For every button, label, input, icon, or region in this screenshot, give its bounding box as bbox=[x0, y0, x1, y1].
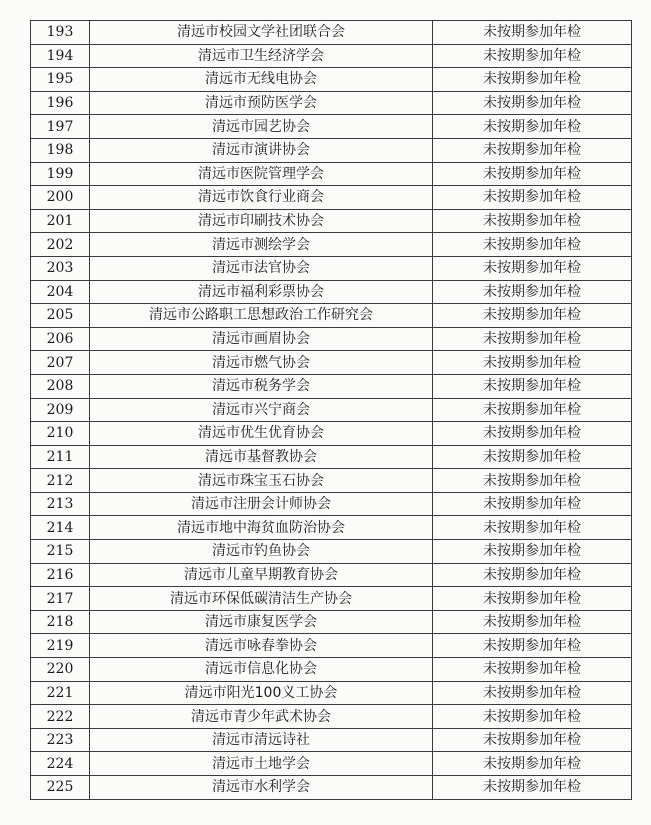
inspection-status-cell: 未按期参加年检 bbox=[433, 728, 632, 752]
row-number-cell: 199 bbox=[31, 162, 90, 186]
row-number-cell: 218 bbox=[31, 610, 90, 634]
inspection-status-cell: 未按期参加年检 bbox=[433, 327, 632, 351]
row-number-cell: 203 bbox=[31, 256, 90, 280]
table-row bbox=[31, 209, 632, 233]
inspection-status-cell: 未按期参加年检 bbox=[433, 91, 632, 115]
organization-name-cell: 清远市兴宁商会 bbox=[90, 398, 433, 422]
organization-name-cell: 清远市水利学会 bbox=[90, 776, 433, 800]
table-body bbox=[31, 21, 632, 800]
row-number-cell: 205 bbox=[31, 304, 90, 328]
table-row bbox=[31, 752, 632, 776]
organization-name-cell: 清远市环保低碳清洁生产协会 bbox=[90, 587, 433, 611]
organization-name-cell: 清远市珠宝玉石协会 bbox=[90, 469, 433, 493]
row-number-cell: 198 bbox=[31, 138, 90, 162]
table-row bbox=[31, 398, 632, 422]
table-row bbox=[31, 445, 632, 469]
organization-name-cell: 清远市卫生经济学会 bbox=[90, 44, 433, 68]
row-number-cell: 201 bbox=[31, 209, 90, 233]
row-number-cell: 207 bbox=[31, 351, 90, 375]
table-row bbox=[31, 44, 632, 68]
row-number-cell: 193 bbox=[31, 21, 90, 45]
inspection-status-cell: 未按期参加年检 bbox=[433, 351, 632, 375]
inspection-status-cell: 未按期参加年检 bbox=[433, 658, 632, 682]
inspection-status-cell: 未按期参加年检 bbox=[433, 44, 632, 68]
table-row bbox=[31, 280, 632, 304]
row-number-cell: 197 bbox=[31, 115, 90, 139]
organization-name-cell: 清远市测绘学会 bbox=[90, 233, 433, 257]
table-row bbox=[31, 658, 632, 682]
row-number-cell: 219 bbox=[31, 634, 90, 658]
row-number-cell: 208 bbox=[31, 374, 90, 398]
row-number-cell: 223 bbox=[31, 728, 90, 752]
inspection-status-cell: 未按期参加年检 bbox=[433, 681, 632, 705]
row-number-cell: 222 bbox=[31, 705, 90, 729]
inspection-status-cell: 未按期参加年检 bbox=[433, 563, 632, 587]
organization-name-cell: 清远市演讲协会 bbox=[90, 138, 433, 162]
table-row bbox=[31, 469, 632, 493]
inspection-status-cell: 未按期参加年检 bbox=[433, 209, 632, 233]
row-number-cell: 224 bbox=[31, 752, 90, 776]
inspection-status-cell: 未按期参加年检 bbox=[433, 162, 632, 186]
table-row bbox=[31, 540, 632, 564]
row-number-cell: 195 bbox=[31, 68, 90, 92]
inspection-status-cell: 未按期参加年检 bbox=[433, 752, 632, 776]
row-number-cell: 225 bbox=[31, 776, 90, 800]
row-number-cell: 211 bbox=[31, 445, 90, 469]
row-number-cell: 194 bbox=[31, 44, 90, 68]
table-row bbox=[31, 563, 632, 587]
table-row bbox=[31, 68, 632, 92]
organization-name-cell: 清远市清远诗社 bbox=[90, 728, 433, 752]
inspection-status-cell: 未按期参加年检 bbox=[433, 422, 632, 446]
row-number-cell: 196 bbox=[31, 91, 90, 115]
inspection-status-cell: 未按期参加年检 bbox=[433, 280, 632, 304]
table-row bbox=[31, 115, 632, 139]
table-row bbox=[31, 374, 632, 398]
table-row bbox=[31, 256, 632, 280]
inspection-status-cell: 未按期参加年检 bbox=[433, 469, 632, 493]
inspection-status-cell: 未按期参加年检 bbox=[433, 492, 632, 516]
inspection-status-cell: 未按期参加年检 bbox=[433, 445, 632, 469]
table-row bbox=[31, 138, 632, 162]
organization-name-cell: 清远市优生优育协会 bbox=[90, 422, 433, 446]
table-row bbox=[31, 516, 632, 540]
table-row bbox=[31, 91, 632, 115]
row-number-cell: 209 bbox=[31, 398, 90, 422]
organization-name-cell: 清远市信息化协会 bbox=[90, 658, 433, 682]
table-row bbox=[31, 705, 632, 729]
organization-name-cell: 清远市阳光100义工协会 bbox=[90, 681, 433, 705]
organization-name-cell: 清远市画眉协会 bbox=[90, 327, 433, 351]
row-number-cell: 220 bbox=[31, 658, 90, 682]
organization-name-cell: 清远市土地学会 bbox=[90, 752, 433, 776]
organization-name-cell: 清远市税务学会 bbox=[90, 374, 433, 398]
organization-name-cell: 清远市无线电协会 bbox=[90, 68, 433, 92]
inspection-status-cell: 未按期参加年检 bbox=[433, 516, 632, 540]
organization-table bbox=[30, 20, 632, 800]
inspection-status-cell: 未按期参加年检 bbox=[433, 398, 632, 422]
inspection-status-cell: 未按期参加年检 bbox=[433, 540, 632, 564]
table-row bbox=[31, 304, 632, 328]
table-row bbox=[31, 233, 632, 257]
organization-name-cell: 清远市燃气协会 bbox=[90, 351, 433, 375]
organization-name-cell: 清远市青少年武术协会 bbox=[90, 705, 433, 729]
organization-name-cell: 清远市医院管理学会 bbox=[90, 162, 433, 186]
table-row bbox=[31, 21, 632, 45]
inspection-status-cell: 未按期参加年检 bbox=[433, 705, 632, 729]
table-row bbox=[31, 681, 632, 705]
table-row bbox=[31, 327, 632, 351]
row-number-cell: 202 bbox=[31, 233, 90, 257]
inspection-status-cell: 未按期参加年检 bbox=[433, 21, 632, 45]
organization-name-cell: 清远市公路职工思想政治工作研究会 bbox=[90, 304, 433, 328]
table-row bbox=[31, 492, 632, 516]
inspection-status-cell: 未按期参加年检 bbox=[433, 115, 632, 139]
organization-name-cell: 清远市儿童早期教育协会 bbox=[90, 563, 433, 587]
organization-name-cell: 清远市园艺协会 bbox=[90, 115, 433, 139]
organization-name-cell: 清远市福利彩票协会 bbox=[90, 280, 433, 304]
organization-name-cell: 清远市饮食行业商会 bbox=[90, 186, 433, 210]
inspection-status-cell: 未按期参加年检 bbox=[433, 776, 632, 800]
row-number-cell: 214 bbox=[31, 516, 90, 540]
inspection-status-cell: 未按期参加年检 bbox=[433, 610, 632, 634]
row-number-cell: 217 bbox=[31, 587, 90, 611]
organization-name-cell: 清远市咏春拳协会 bbox=[90, 634, 433, 658]
table-row bbox=[31, 186, 632, 210]
row-number-cell: 221 bbox=[31, 681, 90, 705]
table-row bbox=[31, 422, 632, 446]
row-number-cell: 204 bbox=[31, 280, 90, 304]
table-row bbox=[31, 351, 632, 375]
organization-name-cell: 清远市注册会计师协会 bbox=[90, 492, 433, 516]
row-number-cell: 212 bbox=[31, 469, 90, 493]
inspection-status-cell: 未按期参加年检 bbox=[433, 233, 632, 257]
table-row bbox=[31, 162, 632, 186]
table-row bbox=[31, 610, 632, 634]
organization-name-cell: 清远市钓鱼协会 bbox=[90, 540, 433, 564]
organization-name-cell: 清远市地中海贫血防治协会 bbox=[90, 516, 433, 540]
inspection-status-cell: 未按期参加年检 bbox=[433, 138, 632, 162]
organization-name-cell: 清远市校园文学社团联合会 bbox=[90, 21, 433, 45]
organization-name-cell: 清远市基督教协会 bbox=[90, 445, 433, 469]
organization-name-cell: 清远市印刷技术协会 bbox=[90, 209, 433, 233]
row-number-cell: 206 bbox=[31, 327, 90, 351]
inspection-status-cell: 未按期参加年检 bbox=[433, 256, 632, 280]
organization-name-cell: 清远市法官协会 bbox=[90, 256, 433, 280]
table-row bbox=[31, 728, 632, 752]
row-number-cell: 200 bbox=[31, 186, 90, 210]
inspection-status-cell: 未按期参加年检 bbox=[433, 374, 632, 398]
inspection-status-cell: 未按期参加年检 bbox=[433, 68, 632, 92]
row-number-cell: 216 bbox=[31, 563, 90, 587]
inspection-status-cell: 未按期参加年检 bbox=[433, 587, 632, 611]
table-row bbox=[31, 587, 632, 611]
inspection-status-cell: 未按期参加年检 bbox=[433, 186, 632, 210]
row-number-cell: 215 bbox=[31, 540, 90, 564]
table-row bbox=[31, 634, 632, 658]
row-number-cell: 213 bbox=[31, 492, 90, 516]
organization-name-cell: 清远市预防医学会 bbox=[90, 91, 433, 115]
organization-name-cell: 清远市康复医学会 bbox=[90, 610, 433, 634]
row-number-cell: 210 bbox=[31, 422, 90, 446]
table-row bbox=[31, 776, 632, 800]
inspection-status-cell: 未按期参加年检 bbox=[433, 304, 632, 328]
inspection-status-cell: 未按期参加年检 bbox=[433, 634, 632, 658]
